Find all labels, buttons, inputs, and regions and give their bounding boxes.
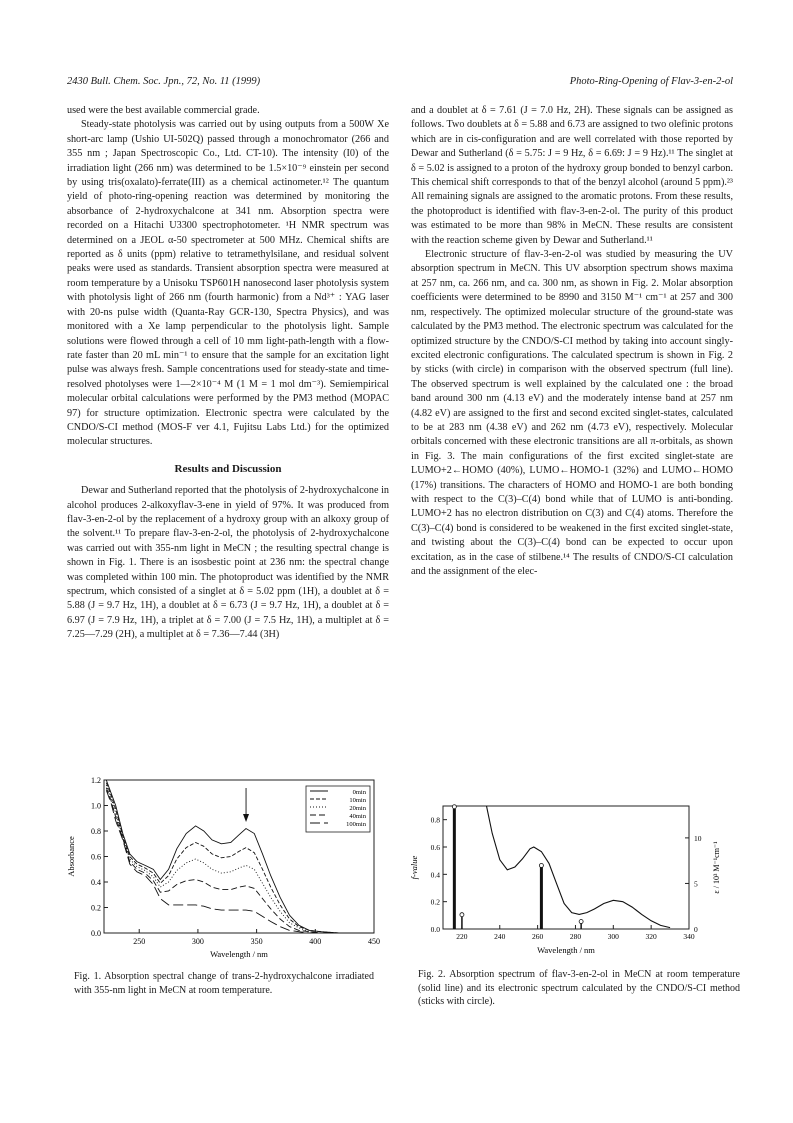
x-tick-label: 340 [683,932,695,941]
y-tick-label: 0.4 [430,870,440,880]
calculated-stick-circle [460,913,464,917]
x-axis-label: Wavelength / nm [210,949,268,959]
annotation-arrow-head [243,814,249,822]
paragraph: and a doublet at δ = 7.61 (J = 7.0 Hz, 2H). These signals can be assigned as follows. Two doublets at δ = 5.88 and 6.73 are assigned to two olefinic protons which are in cis-configuration and are well correlated with those reported by Dewar and Sutherland (δ = 5.75: J = 9 Hz, δ = 6.69: J = 9 Hz).¹¹ The singlet at δ = 5.02 is assigned to a proton of the hydroxy group bonded to benzyl carbon. This chemical shift corresponds to that of the benzyl alcohol (around 5 ppm).²³ All remaining signals are assigned to the aromatic protons. From these results, the photoproduct is identified with flav-3-en-2-ol. The purity of this product was estimated to be more than 98% in MeCN. These results are consistent with the reaction scheme given by Dewar and Sutherland.¹¹ [411,105,733,246]
legend-label: 20min [349,805,366,812]
paragraph: Steady-state photolysis was carried out by using outputs from a 500W Xe short-arc lamp (Ushio UI-502Q) passed through a monochromator (266 and 355 nm ; Japan Spectroscopic Co., Ltd. CT-10). The intensity (I0) of the irradiation light (266 nm) was determined to be 1.5×10⁻⁹ einstein per second by using tris(oxalato)-ferrate(III) as a chemical actinometer.¹² The quantum yield of photo-ring-opening reaction was determined by monitoring the absorbance of 2-hydroxychalcone at 341 nm. Absorption spectra were recorded on a Hitachi U3300 spectrophotometer. ¹H NMR spectrum was determined on a JEOL α-50 spectrometer at 500 MHz. Chemical shifts are reported as δ units (ppm) relative to tetramethylsilane, and residual solvent peaks were used as standards. Transient absorption spectra were measured at room temperature by a Unisoku TSP601H nanosecond laser photolysis system with photolysis light of 266 nm (fourth harmonic) from a Nd³⁺ : YAG laser with 20-ns pulse width (Quanta-Ray GCR-130, Spectra Physics), and was monitored with a Xe lamp perpendicular to the photolysis light. Sample solutions were flowed through a cell of 10 mm light-path-length with a flow-rate faster than 20 mL min⁻¹ to ensure that the sample for an excitation light pulse was always fresh. Sample concentrations used for steady-state and time-resolved photolyses were 1—2×10⁻⁴ M (1 M = 1 mol dm⁻³). Semiempirical molecular orbital calculations were performed by the PM3 method (MOPAC 97) for structure optimization. Electronic spectra were calculated by the CNDO/S-CI method (MOS-F ver 4.1, Fujitsu Labs Ltd.) for the optimized molecular structures. [67,119,389,448]
x-tick-label: 450 [368,937,380,946]
left-column [67,104,389,643]
y-tick-label: 0.2 [430,897,440,907]
calculated-stick-circle [579,920,583,924]
section-heading: Results and Discussion [174,462,282,475]
x-tick-label: 220 [456,932,468,941]
x-tick-label: 300 [191,937,204,946]
y-tick-label: 1.2 [91,776,101,785]
figure-2-chart [405,800,755,960]
y-axis-label: Absorbance [66,836,76,877]
legend-label: 0min [352,789,366,796]
y-tick-label: 0.0 [91,929,101,938]
x-axis-label: Wavelength / nm [537,945,595,955]
y-tick-label: 1.0 [91,801,101,811]
figure-1 [60,770,390,970]
figure-1-caption: Fig. 1. Absorption spectral change of trans-2-hydroxychalcone irradiated with 355-nm light in MeCN at room temperature. [74,971,374,996]
x-tick-label: 260 [531,932,544,941]
plot-frame [443,806,689,929]
x-tick-label: 350 [250,937,263,946]
x-tick-label: 300 [607,932,619,941]
x-tick-label: 240 [494,932,506,941]
paragraph: used were the best available commercial grade. [67,105,260,116]
figure-2 [405,800,755,960]
y-tick-label: 0.6 [430,843,440,852]
x-tick-label: 400 [309,937,322,946]
paragraph: Dewar and Sutherland reported that the photolysis of 2-hydroxychalcone in alcohol produces 2-alkoxyflav-3-ene in yield of 97%. It was produced from flav-3-en-2-ol by the replacement of a hydroxy group with an alkoxy group of the solvent.¹¹ To prepare flav-3-en-2-ol, the photolysis of 2-hydroxychalcone was carried out with 355-nm light in MeCN ; the resulting spectral change is shown in Fig. 1. There is an isosbestic point at 236 nm: the spectral change was completed within 100 min. The photoproduct was identified by the NMR spectrum, which consisted of a singlet at δ = 5.02 ppm (1H), a doublet at δ = 5.88 (J = 9.7 Hz, 1H), a doublet at δ = 6.73 (J = 9.7 Hz, 1H), a doublet at δ = 6.97 (J = 7.9 Hz, 1H), a triplet at δ = 7.00 (J = 7.5 Hz, 1H), a multiplet at δ = 7.25—7.29 (2H), a multiplet at δ = 7.36—7.44 (3H) [67,485,389,641]
legend-label: 100min [346,821,366,828]
y2-tick-label: 5 [694,879,698,889]
y2-tick-label: 0 [694,925,698,934]
y-tick-label: 0.2 [91,903,101,913]
y-tick-label: 0.0 [430,925,440,934]
x-tick-label: 280 [569,932,582,941]
calculated-stick-circle [539,864,543,868]
observed-spectrum-line [487,806,671,928]
running-header-left: 2430 Bull. Chem. Soc. Jpn., 72, No. 11 (1999) [67,76,261,87]
y-tick-label: 0.8 [91,827,101,836]
y-tick-label: 0.4 [91,878,101,887]
legend-label: 40min [349,813,366,820]
x-tick-label: 320 [645,932,657,941]
y2-axis-label: ε / 10³ M⁻¹cm⁻¹ [712,841,721,894]
x-tick-label: 250 [133,937,146,946]
right-column [411,104,733,579]
y2-tick-label: 10 [694,833,702,843]
legend-label: 10min [349,797,366,804]
paragraph: Electronic structure of flav-3-en-2-ol was studied by measuring the UV absorption spectrum in MeCN. This UV absorption spectrum shows maxima at 257 nm, ca. 266 nm, and ca. 300 nm, as shown in Fig. 2. Molar absorption coefficients were determined to be 8990 and 3150 M⁻¹ cm⁻¹ at 257 and 300 nm, respectively. The optimized molecular structure of the ground-state was calculated by the PM3 method. The electronic spectrum was calculated for the optimized structure by the CNDO/S-CI method by taking into account singly-excited electronic configurations. The calculated spectrum is shown in Fig. 2 by sticks (with circle) in comparison with the observed spectrum (full line). The observed spectrum is well explained by the calculated one : the broad band around 300 nm (4.13 eV) and the moderately intense band at 257 nm (4.82 eV) are assigned to the first and second excited singlet-states, calculated to be at 283 nm (4.38 eV) and 262 nm (4.73 eV), respectively. Molecular orbitals concerned with these electronic transitions are all π-orbitals, as shown in Fig. 3. The main configurations of the first excited singlet-state are LUMO+2←HOMO (40%), LUMO←HOMO-1 (32%) and LUMO←HOMO (17%) transitions. The characters of HOMO and HOMO-1 are both bonding with respect to the C(3)–C(4) bond while that of LUMO is anti-bonding. LUMO+2 has no electron distribution on C(3) and C(4) atoms. Therefore the C(3)–C(4) bond is considered to be weakened in the first excited singlet-state, and twisting about the C(3)–C(4) bond can be expected to occur upon excitation, as in the case of stilbene.¹⁴ The results of CNDO/S-CI calculation and the assignment of the elec- [411,249,733,577]
figure-2-caption: Fig. 2. Absorption spectrum of flav-3-en-2-ol in MeCN at room temperature (solid line) and its electronic spectrum calculated by the CNDO/S-CI method (sticks with circle). [418,969,740,1007]
running-header-right: Photo-Ring-Opening of Flav-3-en-2-ol [569,76,733,87]
figure-1-chart [60,770,390,970]
y-axis-label: f-value [409,855,419,880]
y-tick-label: 0.6 [91,852,101,862]
calculated-stick-circle [452,805,456,809]
y-tick-label: 0.8 [430,815,440,825]
